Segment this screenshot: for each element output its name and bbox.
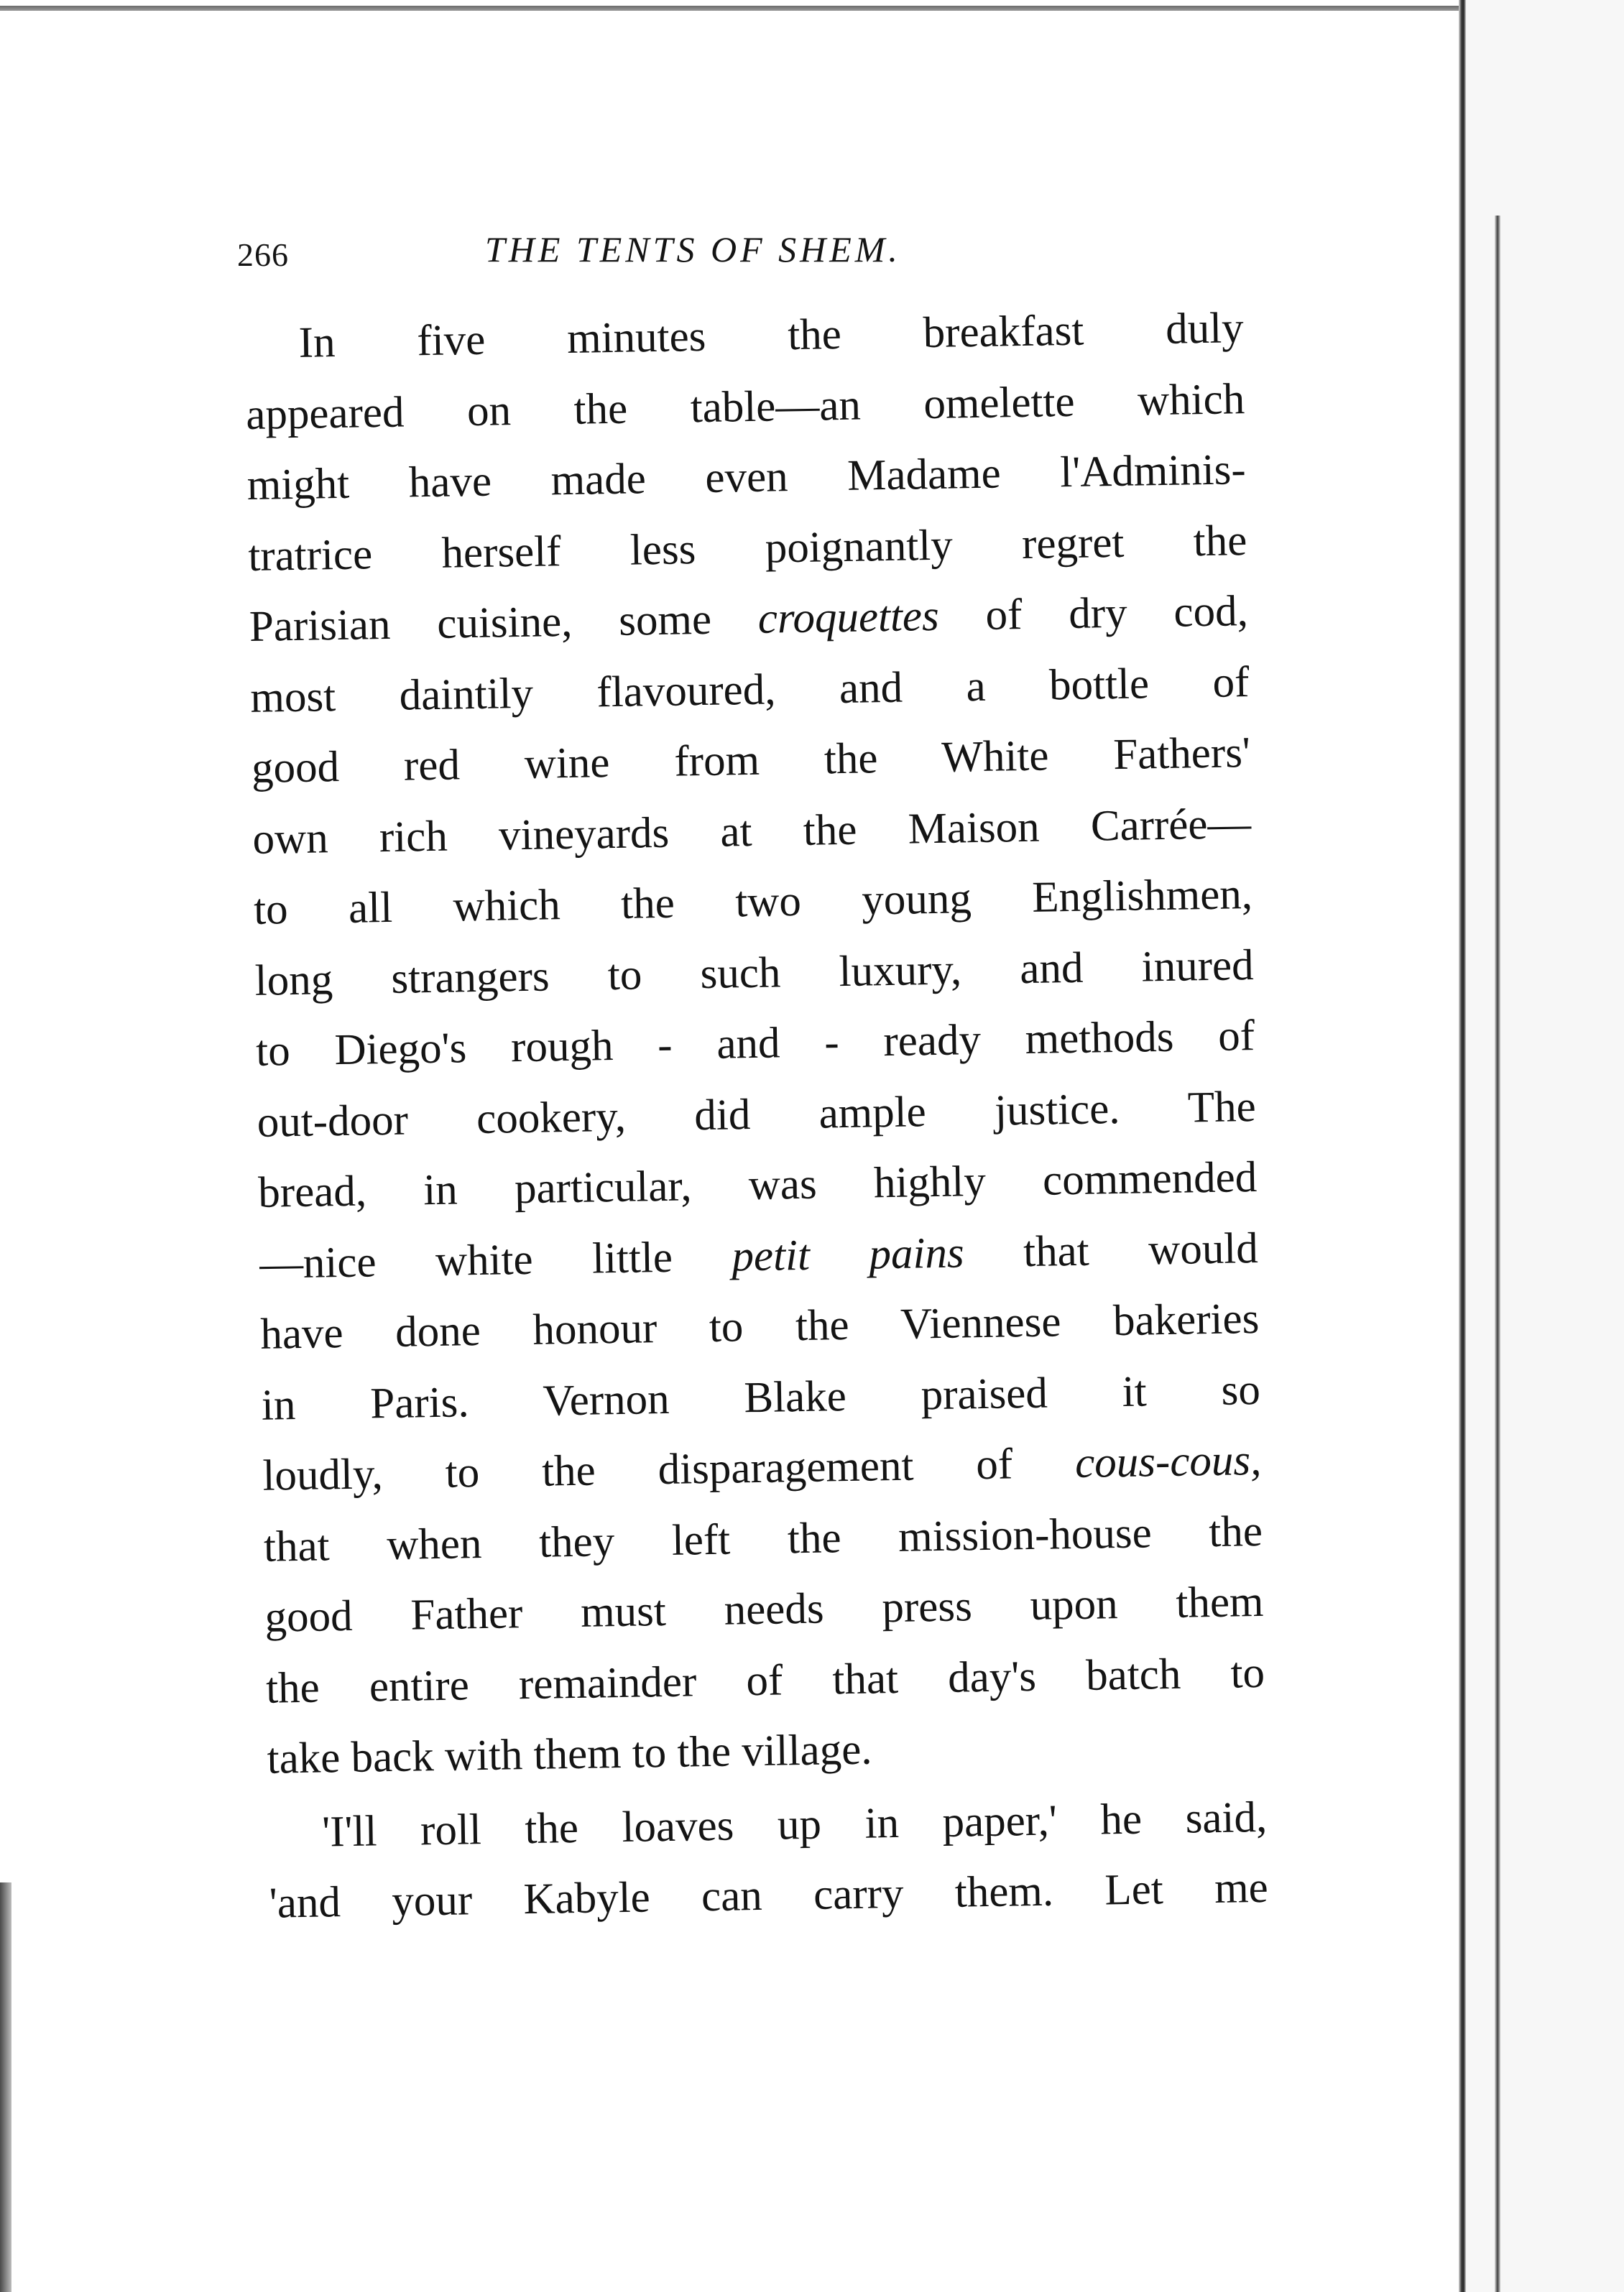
italic-phrase: cous-cous, [1074,1436,1262,1488]
text-line: that when they left the mission-house the [263,1507,1263,1571]
text-line: In five minutes the breakfast duly [298,304,1245,367]
running-title: THE TENTS OF SHEM. [485,229,901,269]
text-line: in Paris. Vernon Blake praised it so [261,1365,1261,1430]
text-segment: that would [964,1224,1259,1277]
text-segment: loudly, to the disparagement of [262,1439,1076,1500]
text-line: appeared on the table—an omelette which [245,374,1245,439]
text-line: long strangers to such luxury, and inured [254,941,1255,1005]
text-line: the entire remainder of that day's batch to [265,1648,1265,1713]
text-line: good Father must needs press upon them [264,1577,1264,1642]
text-line: out-door cookery, did ample justice. The [257,1082,1257,1147]
text-line: have done honour to the Viennese bakeries [259,1294,1260,1359]
text-line: 'and your Kabyle can carry them. Let me [269,1863,1269,1928]
scan-left-edge [0,1882,11,2292]
text-line: bread, in particular, was highly commended [257,1153,1258,1217]
text-segment: of dry cod, [938,587,1249,640]
page-gutter-shadow [1466,0,1624,2292]
italic-phrase: croquettes [757,591,940,643]
text-line: to Diego's rough - and - ready methods of [255,1012,1255,1076]
running-head [237,216,1265,280]
scan-top-edge [0,6,1466,11]
body-text [244,293,1268,1939]
text-line: 'I'll roll the loaves up in paper,' he said, [321,1793,1268,1857]
text-line: most daintily flavoured, and a bottle of [249,657,1250,722]
text-line: tratrice herself less poignantly regret the [247,516,1247,581]
text-segment: —nice white little [259,1232,732,1288]
page-number: 266 [237,236,289,273]
text-line: might have made even Madame l'Adminis- [246,445,1247,509]
text-segment: Parisian cuisine, some [249,594,759,651]
page-edge-line-outer [1495,216,1500,2292]
text-line: good red wine from the White Fathers' [251,729,1251,793]
paragraph-end-line: take back with them to the village. [267,1725,873,1783]
text-line: own rich vineyards at the Maison Carrée— [252,799,1252,864]
page-edge-line [1459,0,1466,2292]
text-line: to all which the two young Englishmen, [253,870,1253,934]
italic-phrase: petit pains [731,1228,965,1281]
